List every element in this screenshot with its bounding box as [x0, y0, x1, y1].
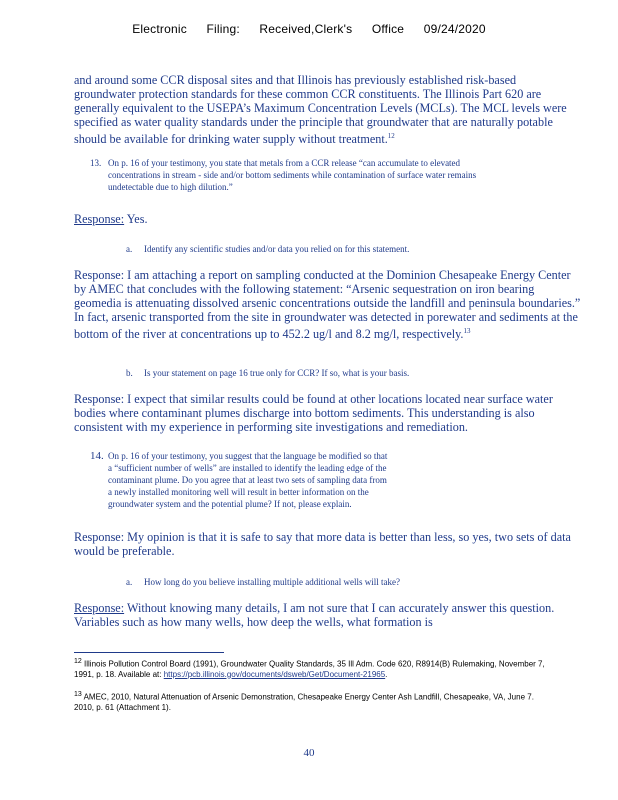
header-electronic: Electronic — [132, 22, 187, 36]
response-label: Response: — [74, 601, 125, 615]
question-a-letter: a. — [126, 244, 133, 254]
response-label: Response: — [74, 530, 125, 544]
response-2 — [74, 268, 584, 341]
footnote-12-mark: 12 — [74, 658, 82, 665]
footnote-13-mark: 13 — [74, 691, 82, 698]
response-text: Without knowing many details, I am not sure that I can accurately answer this question. Variables such as how many wells, how deep the wells, what formation is — [74, 601, 555, 629]
footnote-13-text: AMEC, 2010, Natural Attenuation of Arsenic Demonstration, Chesapeake Energy Center Ash Landfill, Chesapeake, VA, June 7. 2010, p. 61 (Attachment 1). — [74, 692, 534, 712]
filing-header — [0, 22, 618, 36]
response-5 — [74, 601, 584, 629]
footnote-ref-12[interactable]: 12 — [387, 132, 395, 140]
response-4 — [74, 530, 584, 558]
response-text: Yes. — [126, 212, 148, 226]
page-number: 40 — [303, 747, 315, 759]
response-text: I expect that similar results could be found at other locations located near surface water bodies where contaminant plumes discharge into bottom sediments. This understanding is also consistent with my experience in performing site investigations and remediation. — [74, 392, 553, 434]
footnote-ref-13[interactable]: 13 — [463, 327, 471, 335]
question-a-text: Identify any scientific studies and/or data you relied on for this statement. — [144, 244, 410, 254]
question-b-letter: b. — [126, 368, 133, 378]
footnote-12: $^{12}$ Illinois Pollution Control Board (1991), Groundwater Quality Standards, 35 Ill Adm. Code 620, R8914(B) Rulemaking, November 7, 1991, p. 18. Available at: https://pcb.illinois.gov/documents/dsweb/Get/Document-21965. — [74, 658, 545, 679]
header-filing: Filing: — [206, 22, 240, 36]
question-a2-letter: a. — [126, 577, 133, 587]
footnote-12-link[interactable]: https://pcb.illinois.gov/documents/dsweb/Get/Document-21965 — [163, 669, 386, 679]
response-text: I am attaching a report on sampling conducted at the Dominion Chesapeake Energy Center by AMEC that concludes with the following statement: “Arsenic sequestration on iron bearing geomedia is attenuating dissolved arsenic concentrations outside the landfill and peninsula boundaries.” In fact, arsenic transported from the site in groundwater was detected in porewater and sediments at the bottom of the river at concentrations up to 452.2 ug/l and 8.2 mg/l, respectively. — [74, 268, 581, 342]
footnote-12-text: Illinois Pollution Control Board (1991), Groundwater Quality Standards, 35 Ill Adm. Code 620, R8914(B) Rulemaking, November 7, 1991, p. 18. Available at: — [74, 659, 545, 679]
question-14-text: On p. 16 of your testimony, you suggest that the language be modified so that a “sufficient number of wells” are installed to identify the leading edge of the contaminant plume. Do you agree that at least two sets of sampling data from a newly installed monitoring well will result in better information on the groundwater system and the potential plume? If not, please explain. — [108, 451, 388, 509]
response-label: Response: — [74, 268, 125, 282]
footnote-13 — [74, 690, 554, 713]
header-date: 09/24/2020 — [423, 22, 486, 36]
intro-paragraph: and around some CCR disposal sites and that Illinois has previously established risk-based groundwater protection standards for these common CCR constituents. The Illinois Part 620 are generally equivalent to the USEPA’s Maximum Concentration Levels (MCLs). The MCL levels were specified as water quality standards under the principle that groundwater that are naturally potable should be available for drinking water supply without treatment.$^{12}$ — [74, 73, 567, 147]
response-label: Response: — [74, 212, 125, 226]
question-b-text: Is your statement on page 16 true only for CCR? If so, what is your basis. — [144, 368, 410, 378]
question-14-number: 14. — [90, 450, 104, 462]
response-1 — [74, 212, 584, 226]
question-13-number: 13. — [90, 158, 102, 168]
question-a2-text: How long do you believe installing multiple additional wells will take? — [144, 577, 400, 587]
response-text: My opinion is that it is safe to say that more data is better than less, so yes, two sets of data would be preferable. — [74, 530, 571, 558]
response-3 — [74, 392, 584, 434]
question-13-text: On p. 16 of your testimony, you state that metals from a CCR release “can accumulate to elevated concentrations in stream - side and/or bottom sediments while contamination of surface water remains undetectable due to high dilution.” — [108, 158, 477, 192]
header-office: Office — [371, 22, 405, 36]
response-label: Response: — [74, 392, 125, 406]
header-received: Received,Clerk's — [259, 22, 353, 36]
footnote-divider — [74, 652, 224, 653]
